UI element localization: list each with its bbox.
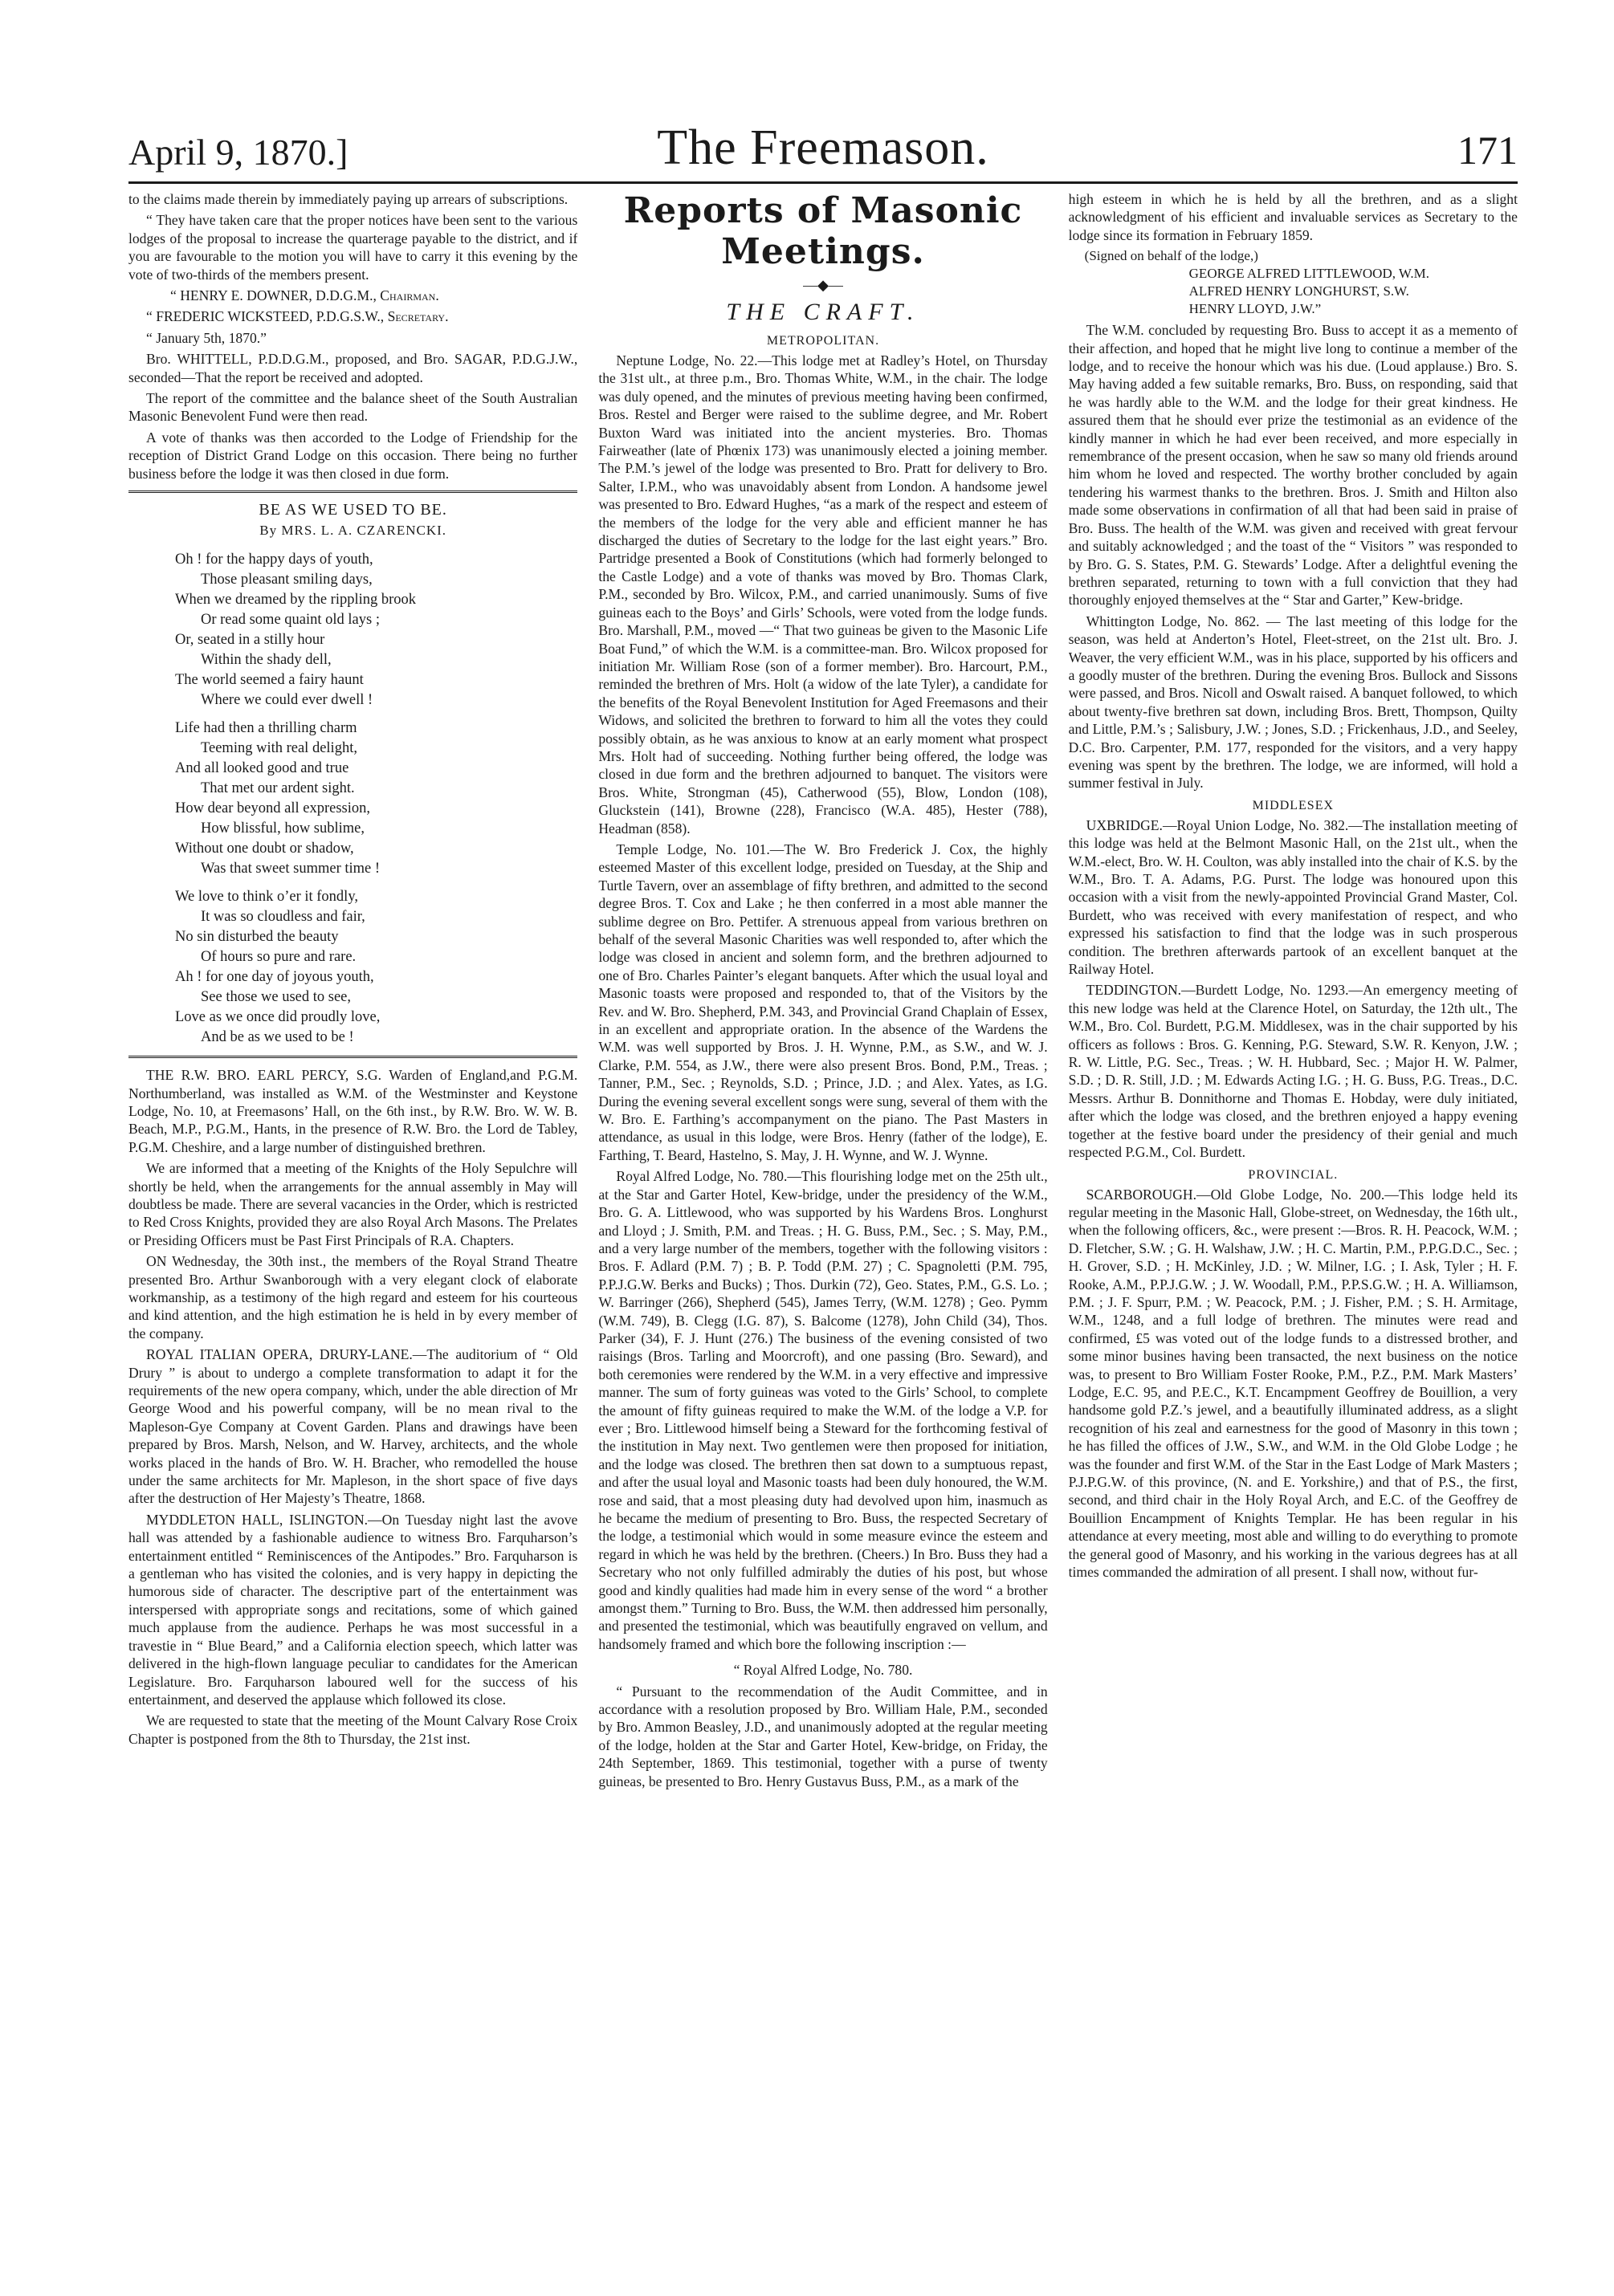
ornament: —◆—	[803, 277, 843, 293]
paragraph: The report of the committee and the balance sheet of the South Australian Masonic Benevolent Fund were then read.	[128, 390, 578, 425]
paragraph: We are requested to state that the meeting of the Mount Calvary Rose Croix Chapter is postponed from the 8th to Thursday, the 21st inst.	[128, 1712, 578, 1747]
poem-line: We love to think o’er it fondly,	[175, 889, 358, 906]
section-title: Reports of Masonic Meetings.	[623, 190, 1023, 272]
signature: GEORGE ALFRED LITTLEWOOD, W.M.	[1188, 266, 1430, 282]
signature: “ FREDERIC WICKSTEED, P.D.G.S.W., Secretary.	[146, 308, 449, 325]
signature-date: “ January 5th, 1870.”	[146, 329, 267, 346]
signature: ALFRED HENRY LONGHURST, S.W.	[1188, 283, 1409, 299]
region-heading: METROPOLITAN.	[766, 334, 880, 348]
inscription-heading: “ Royal Alfred Lodge, No. 780.	[733, 1662, 913, 1679]
poem-line: The world seemed a fairy haunt	[175, 672, 364, 689]
paragraph: We are informed that a meeting of the Knights of the Holy Sepulchre will shortly be held, when the arrangements for the annual assembly in May will doubtless be made. There are several vacancies in the Order, which is restricted to Red Cross Knights, provided they are also Royal Arch Masons. The Prelates or Presiding Officers must be Past First Principals of R.A. Chapters.	[128, 1160, 578, 1248]
poem-line: Or, seated in a stilly hour	[175, 632, 325, 649]
masthead	[128, 120, 1518, 184]
poem-line: Those pleasant smiling days,	[201, 572, 373, 588]
paragraph: Neptune Lodge, No. 22.—This lodge met at Radley’s Hotel, on Thursday the 31st ult., at three p.m., Bro. Thomas White, W.M., in the chair. The lodge was duly opened, and the minutes of previous meeting having been confirmed, Bros. Restel and Berger were raised to the sublime degree, and Mr. Robert Buxton Ward was initiated into the ancient mysteries. Bro. Thomas Fairweather (late of Phœnix 173) was unanimously elected a joining member. The P.M.’s jewel of the lodge was presented to Bro. Pratt for delivery to Bro. Salter, I.P.M., who was unavoidably absent from London. A handsome jewel was presented to Bro. Edward Hughes, “as a mark of the respect and esteem of the members of the lodge for the very able and efficient manner he has discharged the duties of Secretary to the lodge for the last eight years.” Bro. Partridge presented a Book of Constitutions (which had formerly belonged to the Castle Lodge) and a vote of thanks was moved by Bro. Thomas Clark, P.M., seconded by Bro. Wilcox, P.M., and carried unanimously. Sums of five guineas each to the Boys’ and Girls’ Schools, were voted from the lodge funds. Bro. Marshall, P.M., moved —“ That two guineas be given to the Masonic Life Boat Fund,” of which the W.M. is a committee-man. Bro. Wilcox proposed for initiation Mr. William Rose (son of a former member). Bro. Harcourt, P.M., reminded the brethren of Mrs. Holt (a widow of the late Tyler), a candidate for the benefits of the Royal Benevolent Institution for Aged Freemasons and their Widows, and solicited the brethren to forward to him all the votes they could possibly obtain, as he was anxious to know at an early moment what prospect Mrs. Holt had of succeeding. Nothing further being offered, the lodge was closed in due form and the brethren adjourned to banquet. The visitors were Bros. White, Strongman (45), Catherwood (55), Blow, London (108), Gluckstein (141), Browne (228), Francisco (W.A. 485), Hester (788), Headman (858).	[598, 352, 1048, 837]
paragraph: The W.M. concluded by requesting Bro. Buss to accept it as a memento of their affection, and hoped that he might live long to continue a member of the lodge, and to receive the honour which was his due. (Loud applause.) Bro. S. May having added a few suitable remarks, Bro. Buss, on responding, said that he was hardly able to the W.M. and the lodge for their great kindness. He assured them that he should ever prize the testimonial as an evidence of the kindly manner in which he had ever been received, and more especially in remembrance of the present occasion, when he saw so many old friends around him whom he loved and respected. The worthy brother concluded by again tendering his warmest thanks to the brethren. Bros. J. Smith and Hilton also made some observations in confirmation of all that had been said in praise of Bro. Buss. The health of the W.M. was given and received with great fervour and suitably acknowledged ; and the toast of the “ Visitors ” was responded to by Bro. G. S. States, P.M. G. Stewards’ Lodge. After a delightful evening the brethren separated, returning to town with a full conviction that they had thoroughly enjoyed themselves at the “ Star and Garter,” Kew-bridge.	[1068, 322, 1518, 609]
signature-intro: (Signed on behalf of the lodge,)	[1084, 248, 1258, 264]
column-3	[1069, 190, 1518, 2261]
poem-line: Was that sweet summer time !	[201, 861, 381, 877]
poem-line: Oh ! for the happy days of youth,	[175, 552, 373, 568]
poem-line: Teeming with real delight,	[201, 740, 357, 757]
paragraph: A vote of thanks was then accorded to the Lodge of Friendship for the reception of District Grand Lodge on this occasion. There being no further business before the lodge it was then closed in due form.	[128, 429, 578, 482]
poem-line: How dear beyond all expression,	[175, 800, 371, 817]
paragraph: Whittington Lodge, No. 862. — The last meeting of this lodge for the season, was held at Anderton’s Hotel, Fleet-street, on the 21st ult. Bro. J. Weaver, the very efficient W.M., was in his place, supported by his officers and a goodly muster of the brethren. During the evening Bros. Bullock and Sissons were passed, and Bros. Nicoll and Oswalt raised. A banquet followed, to which about twenty-five brethren sat down, including Bros. Brett, Thompson, Quilty and Little, P.M.’s ; Salisbury, J.W. ; Jones, S.D. ; Frickenhaus, J.D., and Seeley, D.C. Bro. Carpenter, P.M. 177, responded for the visitors, and a very happy evening was spent by the brethren. The lodge, we are informed, will hold a summer festival in July.	[1068, 613, 1518, 792]
divider	[128, 1056, 577, 1058]
paragraph: SCARBOROUGH.—Old Globe Lodge, No. 200.—This lodge held its regular meeting in the Masonic Hall, Globe-street, on Wednesday, the 16th ult., when the following officers, &c., were present :—Bros. R. H. Peacock, W.M. ; D. Fletcher, S.W. ; G. H. Walshaw, J.W. ; H. C. Martin, P.M., P.P.G.D.C., Sec. ; H. Grover, S.D. ; H. McKinley, J.D. ; W. Milner, I.G. ; I. Ask, Tyler ; H. F. Rooke, A.M., P.P.J.G.W. ; J. W. Woodall, P.M., P.P.S.G.W. ; H. A. Williamson, P.M. ; J. F. Spurr, P.M. ; W. Peacock, P.M. ; J. Fisher, P.M. ; S. H. Armitage, W.M., 1248, and a full lodge of brethren. The minutes were read and confirmed, £5 was voted out of the lodge funds to a distressed brother, and some minor busines having been transacted, the next business on the notice was, to present to Bro William Foster Rooke, P.M., P.Z., P.M. Mark Masters’ Lodge, E.C. 95, and P.E.C., K.T. Encampment Geoffrey de Bouillion, a very handsome gold P.Z.’s jewel, and a beautifully illuminated address, as a slight recognition of his zeal and earnestness for the good of Masonry in this town ; he has filled the offices of J.W., S.W., and W.M. in the Old Globe Lodge ; he was the founder and first W.M. of the Star in the East Lodge of Mark Masters ; P.J.P.G.W. of this province, (N. and E. Yorkshire,) and that of P.S., the first, second, and third chair in the Holy Royal Arch, and E.C. of the Geoffrey de Bouillion Encampment of Knights Templar. He has been regular in his attendance at every meeting, most able and willing to do everything to promote the general good of Masonry, and his working in the various degrees has at all times commanded the admiration of all present. I shall now, without fur-	[1068, 1186, 1518, 1581]
poem-line: Of hours so pure and rare.	[201, 949, 357, 966]
paragraph: ON Wednesday, the 30th inst., the members of the Royal Strand Theatre presented Bro. Arthur Swanborough with a very elegant clock of elaborate workmanship, as a testimony of the high regard and esteem for his courteous and kind attention, and the high estimation he is held in by every member of the company.	[128, 1253, 578, 1341]
poem-line: Where we could ever dwell !	[201, 692, 373, 709]
region-heading: MIDDLESEX	[1252, 798, 1335, 812]
poem-line: Love as we once did proudly love,	[175, 1009, 381, 1026]
paragraph: TEDDINGTON.—Burdett Lodge, No. 1293.—An emergency meeting of this new lodge was held at the Clarence Hotel, on Saturday, the 12th ult., The W.M., Bro. Col. Burdett, P.G.M. Middlesex, was in the chair supported by his officers as follows : Bros. G. Kenning, P.G. Steward, S.W. R. Kenyon, J.W. ; R. W. Little, P.G. Sec., Treas. ; W. H. Hubbard, Sec. ; Major H. W. Palmer, S.D. ; D. R. Still, J.D. ; M. Edwards Acting I.G. ; H. G. Buss, P.G. Treas., D.C. Messrs. Arthur B. Donnithorne and Thomas E. Hobday, were duly initiated, after which the lodge was closed, and the brethren enjoyed a happy evening together at the festive board under the presidency of their genial and much respected P.G.M., Col. Burdett.	[1068, 982, 1518, 1161]
signature: HENRY LLOYD, J.W.”	[1188, 301, 1322, 317]
poem-line: How blissful, how sublime,	[201, 820, 365, 837]
poem-line: Life had then a thrilling charm	[175, 720, 357, 737]
paragraph: ROYAL ITALIAN OPERA, DRURY-LANE.—The auditorium of “ Old Drury ” is about to undergo a complete transformation to adapt it for the requirements of the new opera company, which, under the able direction of Mr George Wood and his powerful company, will be no mean rival to the Mapleson-Gye Company at Covent Garden. Plans and drawings have been prepared by Bros. Marsh, Nelson, and W. Harvey, architects, and the whole works placed in the hands of Bro. W. H. Bracher, who remodelled the house under the same architects for Mr. Mapleson, in the short space of five days after the destruction of Her Majesty’s Theatre, 1868.	[128, 1346, 578, 1507]
poem-line: When we dreamed by the rippling brook	[175, 592, 417, 609]
signature: “ HENRY E. DOWNER, D.D.G.M., Chairman.	[170, 287, 439, 304]
paragraph: MYDDLETON HALL, ISLINGTON.—On Tuesday night last the avove hall was attended by a fashionable audience to witness Bro. Farquharson’s entertainment entitled “ Reminiscences of the Antipodes.” Bro. Farquharson is a gentleman who has visited the colonies, and is very happy in depicting the humorous side of character. The descriptive part of the entertainment was interspersed with appropriate songs and recitations, some of which gained much applause from the audience. Perhaps he was most successful in a travestie in “ Blue Beard,” and a California election speech, which latter was delivered in the high-flown language peculiar to candidates for the American Legislature. Bro. Farquharson laboured well for the success of his entertainment, and deserved the applause which followed its close.	[128, 1511, 578, 1708]
paragraph: to the claims made therein by immediately paying up arrears of subscriptions.	[128, 191, 569, 207]
paragraph: THE R.W. BRO. EARL PERCY, S.G. Warden of England,and P.G.M. Northumberland, was installed as W.M. of the Westminster and Keystone Lodge, No. 10, at Freemasons’ Hall, on the 6th inst., by R.W. Bro. W. W. B. Beach, M.P., P.G.M., Hants, in the presence of R.W. Bro. the Lord de Tabley, P.G.M. Cheshire, and a large number of distinguished brethren.	[128, 1067, 578, 1155]
paragraph: “ Pursuant to the recommendation of the Audit Committee, and in accordance with a resolution proposed by Bro. William Hale, P.M., seconded by Bro. Ammon Beasley, J.D., and unanimously adopted at the regular meeting of the lodge, holden at the Star and Garter Hotel, Kew-bridge, on Friday, the 24th September, 1869. This testimonial, together with a purse of twenty guineas, be presented to Bro. Henry Gustavus Buss, P.M., as a mark of the	[598, 1683, 1048, 1789]
page-number: 171	[1457, 128, 1518, 173]
subsection-title: THE CRAFT.	[726, 299, 920, 325]
paragraph: UXBRIDGE.—Royal Union Lodge, No. 382.—The installation meeting of this lodge was held at the Belmont Masonic Hall, on the 21st ult., when the W.M.-elect, Bro. W. H. Coulton, was ably installed into the chair of K.S. by the W.M., Bro. T. A. Adams, P.G. Purst. The lodge was honoured upon this occasion with a visit from the newly-appointed Provincial Grand Master, Col. Burdett, who was received with every manifestation of respect, and who expressed his satisfaction to find that the lodge was in such prosperous condition. The brethren afterwards partook of an excellent banquet at the Railway Hotel.	[1068, 816, 1518, 978]
newspaper-title: The Freemason.	[657, 120, 989, 175]
paragraph: Temple Lodge, No. 101.—The W. Bro Frederick J. Cox, the highly esteemed Master of this excellent lodge, presided on Tuesday, at the Ship and Turtle Tavern, over an assemblage of fifty brethren, and admitted to the second degree Bros. T. Cox and Lake ; he then conferred in a most able manner the sublime degree on Bro. Pettifer. A strenuous appeal from various brethren on behalf of the several Masonic Charities was well responded to, after which the lodge was closed in ancient and solemn form, and the brethren adjourned to one of Bro. Charles Painter’s elegant banquets. After which the usual loyal and Masonic toasts were proposed and responded to, that of the Visitors by the Rev. and W. Bro. Shepherd, P.M. 343, and Provincial Grand Chaplain of Essex, in an excellent and appropriate oration. In the absence of the Wardens the W.M. was well supported by Bros. J. H. Wynne, P.M., as S.W., and W. J. Clarke, P.M. 554, as J.W., there were also present Bros. Bond, P.M., Treas. ; Tanner, P.M., Sec. ; Reynolds, S.D. ; Prince, J.D. ; and Alex. Yates, as I.G. During the evening several excellent songs were sung, several of them with the W. Bro. E. Farthing’s accompanyment on the piano. The Past Masters in attendance, as usual in this lodge, were Bros. Henry (father of the lodge), E. Farthing, T. Beard, Hastelno, S. May, J. H. Wynne, and W. J. Wynne.	[598, 841, 1048, 1163]
poem-line: Within the shady dell,	[201, 652, 332, 669]
poem-title: BE AS WE USED TO BE.	[259, 501, 447, 519]
poem	[175, 550, 577, 1048]
issue-date: April 9, 1870.]	[128, 132, 348, 173]
column-1	[128, 190, 577, 2261]
columns	[128, 190, 1518, 2261]
poem-line: That met our ardent sight.	[201, 780, 355, 797]
poem-author: By MRS. L. A. CZARENCKI.	[259, 523, 447, 539]
column-2	[598, 190, 1047, 2261]
divider	[128, 491, 577, 493]
region-heading: PROVINCIAL.	[1248, 1167, 1339, 1182]
poem-line: Ah ! for one day of joyous youth,	[175, 969, 374, 986]
paragraph: “ They have taken care that the proper notices have been sent to the various lodges of the proposal to increase the quarterage payable to the district, and if you are favourable to the motion you will have to carry it this evening by the vote of two-thirds of the members present.	[128, 212, 578, 283]
poem-line: And be as we used to be !	[201, 1029, 354, 1046]
paragraph: high esteem in which he is held by all the brethren, and as a slight acknowledgment of his efficient and invaluable services as Secretary to the lodge since its formation in February 1859.	[1068, 191, 1518, 243]
poem-line: No sin disturbed the beauty	[175, 929, 339, 946]
poem-line: It was so cloudless and fair,	[201, 909, 365, 926]
paragraph: Royal Alfred Lodge, No. 780.—This flourishing lodge met on the 25th ult., at the Star and Garter Hotel, Kew-bridge, under the presidency of the W.M., Bro. G. A. Littlewood, who was supported by his Wardens Bros. Longhurst and Lloyd ; J. Smith, P.M. and Treas. ; H. G. Buss, P.M., Sec. ; S. May, P.M., and a very large number of the members, together with the following visitors : Bros. F. Adlard (P.M. 7) ; B. P. Todd (P.M. 27) ; C. Spagnoletti (P.M. 795, P.P.J.G.W. Berks and Bucks) ; Thos. Durkin (72), Geo. States, P.M., G.S. Lo. ; W. Barringer (266), Shepherd (545), James Terry, (W.M. 1278) ; Geo. Pymm (W.M. 749), B. Clegg (I.G. 87), S. Balcome (1278), John Child (34), Thos. Parker (34), F. J. Hunt (276.) The business of the evening consisted of two raisings (Bros. Tarling and Moorcroft), and one passing (Bro. Seward), and both ceremonies were rendered by the W.M. in a very effective and impressive manner. The sum of forty guineas was voted to the Girls’ School, to complete the amount of fifty guineas required to make the W.M. of the lodge a V.P. for ever ; Bro. Littlewood himself being a Steward for the forthcoming festival of the institution in May next. Two gentlemen were then proposed for initiation, and the lodge was closed. The brethren then sat down to a sumptuous repast, and after the usual loyal and Masonic toasts had been duly honoured, the W.M. rose and said, that a most pleasing duty had devolved upon him, inasmuch as he became the medium of presenting to Bro. Buss, the respected Secretary of the lodge, a testimonial which would in some measure evince the esteem and regard in which he was held by the brethren. (Cheers.) In Bro. Buss they had a Secretary who not only fulfilled admirably the duties of his post, but whose good and kindly qualities had made him in every sense of the word “ a brother amongst them.” Turning to Bro. Buss, the W.M. then addressed him personally, and presented the testimonial, which was beautifully engraved on vellum, and handsomely framed and which bore the following inscription :—	[598, 1168, 1048, 1652]
paragraph: Bro. WHITTELL, P.D.D.G.M., proposed, and Bro. SAGAR, P.D.G.J.W., seconded—That the report be received and adopted.	[128, 351, 578, 385]
poem-line: See those we used to see,	[201, 989, 352, 1006]
poem-line: Or read some quaint old lays ;	[201, 612, 380, 629]
poem-line: Without one doubt or shadow,	[175, 841, 354, 857]
poem-line: And all looked good and true	[175, 760, 349, 777]
